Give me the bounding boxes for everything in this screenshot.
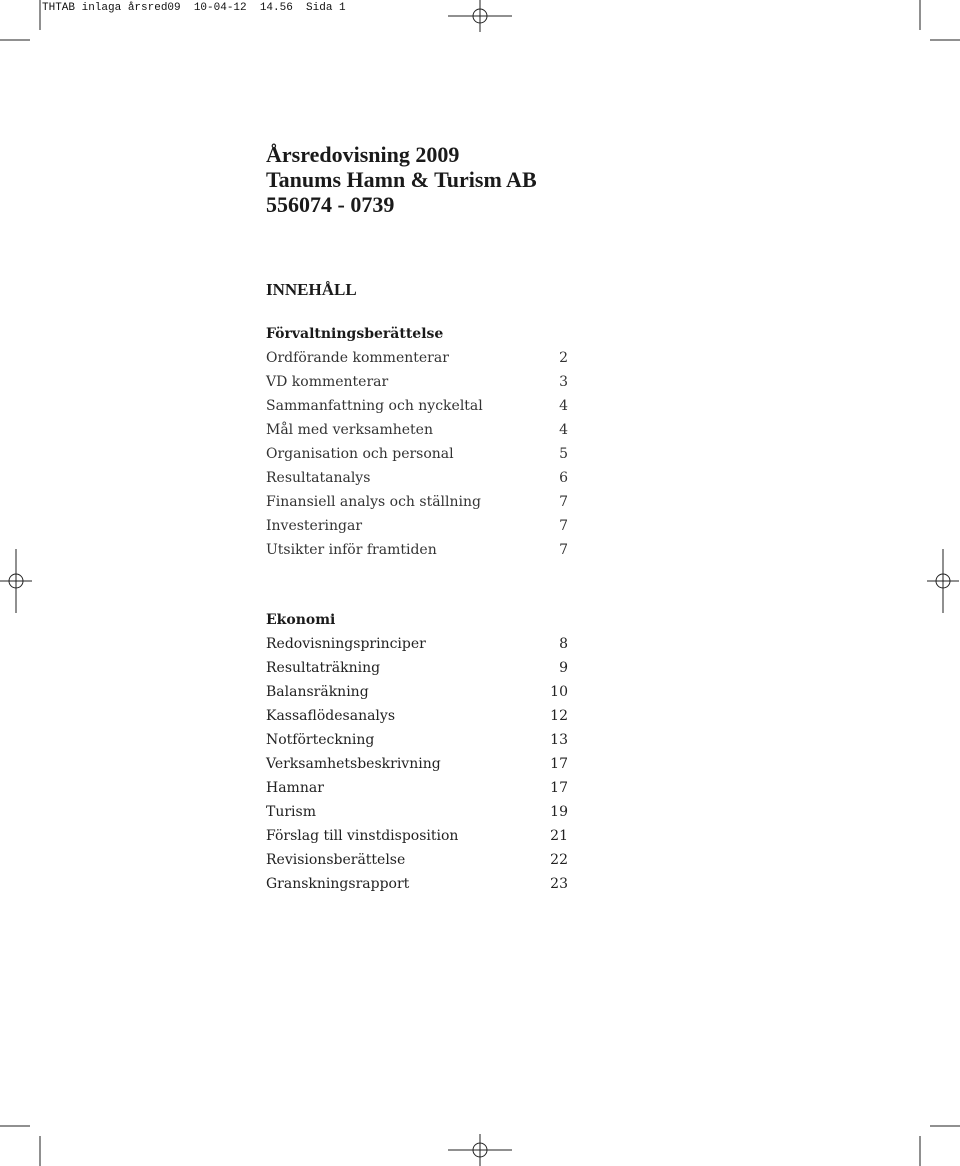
toc-label: Notförteckning [266, 732, 375, 748]
toc-row [266, 418, 568, 442]
toc-row [266, 776, 568, 800]
toc-page-number: 5 [559, 446, 568, 462]
toc-label: Förslag till vinstdisposition [266, 828, 459, 844]
toc-row [266, 370, 568, 394]
toc-page-number: 21 [550, 828, 568, 844]
registration-mark-top [448, 0, 512, 32]
toc-row [266, 394, 568, 418]
toc-row [266, 728, 568, 752]
org-number: 556074 - 0739 [266, 192, 395, 217]
toc-page-number: 7 [559, 518, 568, 534]
report-title-block [266, 142, 537, 217]
toc-row [266, 632, 568, 656]
report-title: Årsredovisning 2009 [266, 142, 460, 167]
section-heading: Ekonomi [266, 612, 336, 628]
toc-row [266, 800, 568, 824]
print-slug: THTAB inlaga årsred09 10-04-12 14.56 Sida 1 [42, 2, 346, 14]
toc-label: Sammanfattning och nyckeltal [266, 398, 483, 414]
toc-row [266, 346, 568, 370]
toc-label: Utsikter inför framtiden [266, 542, 437, 558]
toc-page-number: 17 [550, 780, 568, 796]
toc-label: Balansräkning [266, 684, 369, 700]
toc-row [266, 848, 568, 872]
toc-section-ekonomi [266, 608, 568, 896]
registration-mark-bottom [448, 1134, 512, 1166]
toc-page-number: 23 [550, 876, 568, 892]
toc-row [266, 538, 568, 562]
registration-mark-left [0, 549, 32, 613]
toc-page-number: 9 [559, 660, 568, 676]
toc-page-number: 2 [559, 350, 568, 366]
toc-label: Turism [266, 804, 316, 820]
section-heading: Förvaltningsberättelse [266, 326, 444, 342]
toc-page-number: 6 [559, 470, 568, 486]
company-name: Tanums Hamn & Turism AB [266, 167, 537, 192]
toc-row [266, 704, 568, 728]
toc-row [266, 490, 568, 514]
toc-label: Revisionsberättelse [266, 852, 406, 868]
toc-page-number: 12 [550, 708, 568, 724]
registration-mark-right [927, 549, 959, 613]
toc-row [266, 752, 568, 776]
toc-page-number: 7 [559, 542, 568, 558]
toc-page-number: 13 [550, 732, 568, 748]
toc-label: Ordförande kommenterar [266, 350, 449, 366]
toc-label: Granskningsrapport [266, 876, 410, 892]
toc-label: Resultatanalys [266, 470, 371, 486]
toc-section-forvaltningsberattelse [266, 322, 568, 562]
toc-label: Kassaflödesanalys [266, 708, 396, 724]
toc-page-number: 4 [559, 398, 568, 414]
toc-label: Resultaträkning [266, 660, 381, 676]
contents-heading: INNEHÅLL [266, 280, 357, 299]
toc-label: VD kommenterar [266, 374, 389, 390]
toc-page-number: 3 [559, 374, 568, 390]
toc-label: Verksamhetsbeskrivning [266, 756, 441, 772]
toc-row [266, 872, 568, 896]
toc-row [266, 680, 568, 704]
toc-page-number: 19 [550, 804, 568, 820]
toc-row [266, 514, 568, 538]
toc-page-number: 4 [559, 422, 568, 438]
toc-label: Finansiell analys och ställning [266, 494, 481, 510]
toc-label: Investeringar [266, 518, 363, 534]
toc-page-number: 22 [550, 852, 568, 868]
toc-row [266, 466, 568, 490]
toc-label: Organisation och personal [266, 446, 454, 462]
toc-label: Redovisningsprinciper [266, 636, 426, 652]
toc-row [266, 824, 568, 848]
toc-label: Hamnar [266, 780, 324, 796]
toc-row [266, 656, 568, 680]
toc-page-number: 10 [550, 684, 568, 700]
toc-page-number: 17 [550, 756, 568, 772]
toc-page-number: 7 [559, 494, 568, 510]
toc-label: Mål med verksamheten [266, 422, 433, 438]
toc-row [266, 442, 568, 466]
toc-page-number: 8 [559, 636, 568, 652]
